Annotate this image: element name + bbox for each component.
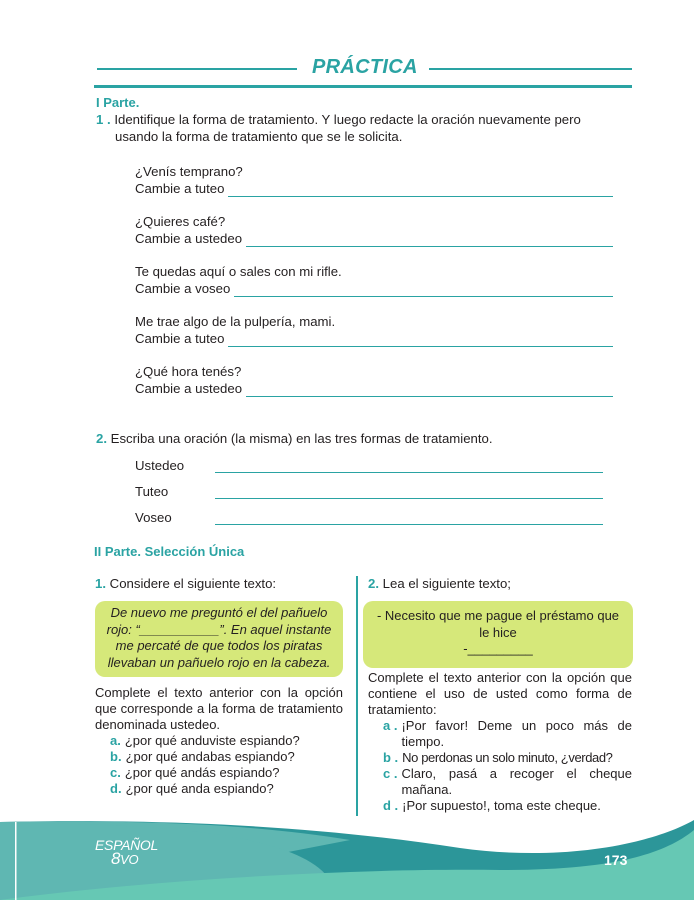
exercise-instruction: Cambie a tuteo — [135, 181, 225, 196]
dialogue-line: -_________ — [463, 641, 533, 656]
part-1-heading: I Parte. — [96, 95, 140, 110]
quote-line: De nuevo me preguntó el del pañuelo — [110, 605, 328, 620]
exercise-item — [135, 363, 615, 397]
answer-blank[interactable] — [215, 512, 603, 525]
option-text: No perdonas un solo minuto, ¿verdad? — [402, 750, 613, 765]
exercise-sentence: ¿Venís temprano? — [135, 164, 243, 179]
option-d[interactable] — [110, 781, 300, 797]
option-text: Claro, pasá a recoger el cheque mañana. — [401, 766, 632, 797]
options-list — [110, 733, 300, 797]
form-label: Tuteo — [135, 484, 169, 499]
question-text-line-2: usando la forma de tratamiento que se le solicita. — [115, 129, 403, 144]
answer-blank[interactable] — [228, 333, 613, 347]
exercise-item — [135, 213, 615, 247]
option-a[interactable] — [110, 733, 300, 749]
part2-question-2-prompt — [368, 575, 511, 592]
question-prompt: Considere el siguiente texto: — [109, 576, 277, 591]
part1-question-2 — [96, 430, 493, 447]
dialogue-line: - Necesito que me pague el préstamo que — [376, 608, 620, 623]
column-divider — [356, 576, 358, 816]
question-instruction: Complete el texto anterior con la opción que corresponde a la forma de tratamiento denominada ustedeo. — [95, 685, 343, 732]
option-text: ¡Por favor! Deme un poco más de tiempo. — [401, 718, 632, 749]
exercise-instruction: Cambie a tuteo — [135, 331, 225, 346]
option-b[interactable] — [110, 749, 300, 765]
question-text: Escriba una oración (la misma) en las tres formas de tratamiento. — [110, 431, 493, 446]
option-letter: d . — [383, 798, 399, 813]
brand-grade — [111, 849, 158, 868]
footer-margin-line — [15, 822, 17, 900]
exercise-sentence: Me trae algo de la pulpería, mami. — [135, 314, 336, 329]
form-label: Voseo — [135, 510, 172, 525]
exercise-instruction: Cambie a ustedeo — [135, 231, 243, 246]
exercise-instruction: Cambie a ustedeo — [135, 381, 243, 396]
answer-blank[interactable] — [228, 183, 613, 197]
dialogue-box — [363, 601, 633, 668]
page-title: PRÁCTICA — [312, 56, 418, 78]
option-letter: a . — [383, 718, 398, 733]
dialogue-line: le hice — [479, 624, 517, 640]
option-text: ¿por qué andabas espiando? — [125, 749, 295, 764]
page-number: 173 — [604, 852, 628, 868]
answer-blank[interactable] — [215, 460, 603, 473]
option-text: ¿por qué anda espiando? — [125, 781, 274, 796]
quote-box — [95, 601, 343, 677]
option-c[interactable] — [383, 766, 632, 798]
answer-blank[interactable] — [246, 233, 613, 247]
question-number: 2. — [96, 431, 107, 446]
part1-question-1 — [96, 111, 632, 145]
option-letter: a. — [110, 733, 121, 748]
brand-title: ESPAÑOL — [95, 837, 158, 853]
option-text: ¡Por supuesto!, toma este cheque. — [402, 798, 601, 813]
question-number: 1. — [95, 576, 106, 591]
title-rule-right — [429, 68, 632, 70]
answer-blank[interactable] — [234, 283, 613, 297]
title-rule-left — [97, 68, 297, 70]
exercise-sentence: ¿Qué hora tenés? — [135, 364, 242, 379]
quote-line: llevaban un pañuelo rojo en la cabeza. — [107, 654, 331, 670]
option-a[interactable] — [383, 718, 632, 750]
book-brand-logo — [95, 838, 158, 867]
option-letter: b. — [110, 749, 122, 764]
form-row-tuteo — [135, 484, 603, 499]
option-b[interactable] — [383, 750, 632, 766]
option-letter: d. — [110, 781, 122, 796]
question-text: Identifique la forma de tratamiento. Y luego redacte la oración nuevamente pero — [114, 112, 581, 127]
form-label: Ustedeo — [135, 458, 185, 473]
exercise-instruction: Cambie a voseo — [135, 281, 231, 296]
answer-blank[interactable] — [246, 383, 613, 397]
question-instruction: Complete el texto anterior con la opción que contiene el uso de usted como forma de tratamiento: — [368, 670, 632, 717]
grade-suffix: VO — [120, 852, 139, 867]
question-number: 1 . — [96, 112, 111, 127]
answer-blank[interactable] — [215, 486, 603, 499]
question-text-line-1 — [96, 111, 632, 128]
question-number: 2. — [368, 576, 379, 591]
option-letter: b . — [383, 750, 399, 765]
part-2-heading: II Parte. Selección Única — [94, 544, 245, 559]
grade-number: 8 — [111, 849, 121, 868]
exercise-item — [135, 263, 615, 297]
quote-line: me percaté de que todos los piratas — [115, 638, 323, 653]
option-text: ¿por qué andás espiando? — [124, 765, 280, 780]
exercise-item — [135, 313, 615, 347]
exercise-sentence: Te quedas aquí o sales con mi rifle. — [135, 264, 342, 279]
form-row-voseo — [135, 510, 603, 525]
title-divider — [94, 85, 632, 88]
quote-line: rojo: “___________”. En aquel instante — [106, 621, 332, 637]
part2-question-1-prompt — [95, 575, 276, 592]
option-text: ¿por qué anduviste espiando? — [124, 733, 300, 748]
exercise-item — [135, 163, 615, 197]
option-letter: c. — [110, 765, 121, 780]
option-c[interactable] — [110, 765, 300, 781]
page-title-row — [97, 56, 632, 86]
form-row-ustedeo — [135, 458, 603, 473]
exercise-sentence: ¿Quieres café? — [135, 214, 226, 229]
option-letter: c . — [383, 766, 398, 781]
question-prompt: Lea el siguiente texto; — [382, 576, 511, 591]
